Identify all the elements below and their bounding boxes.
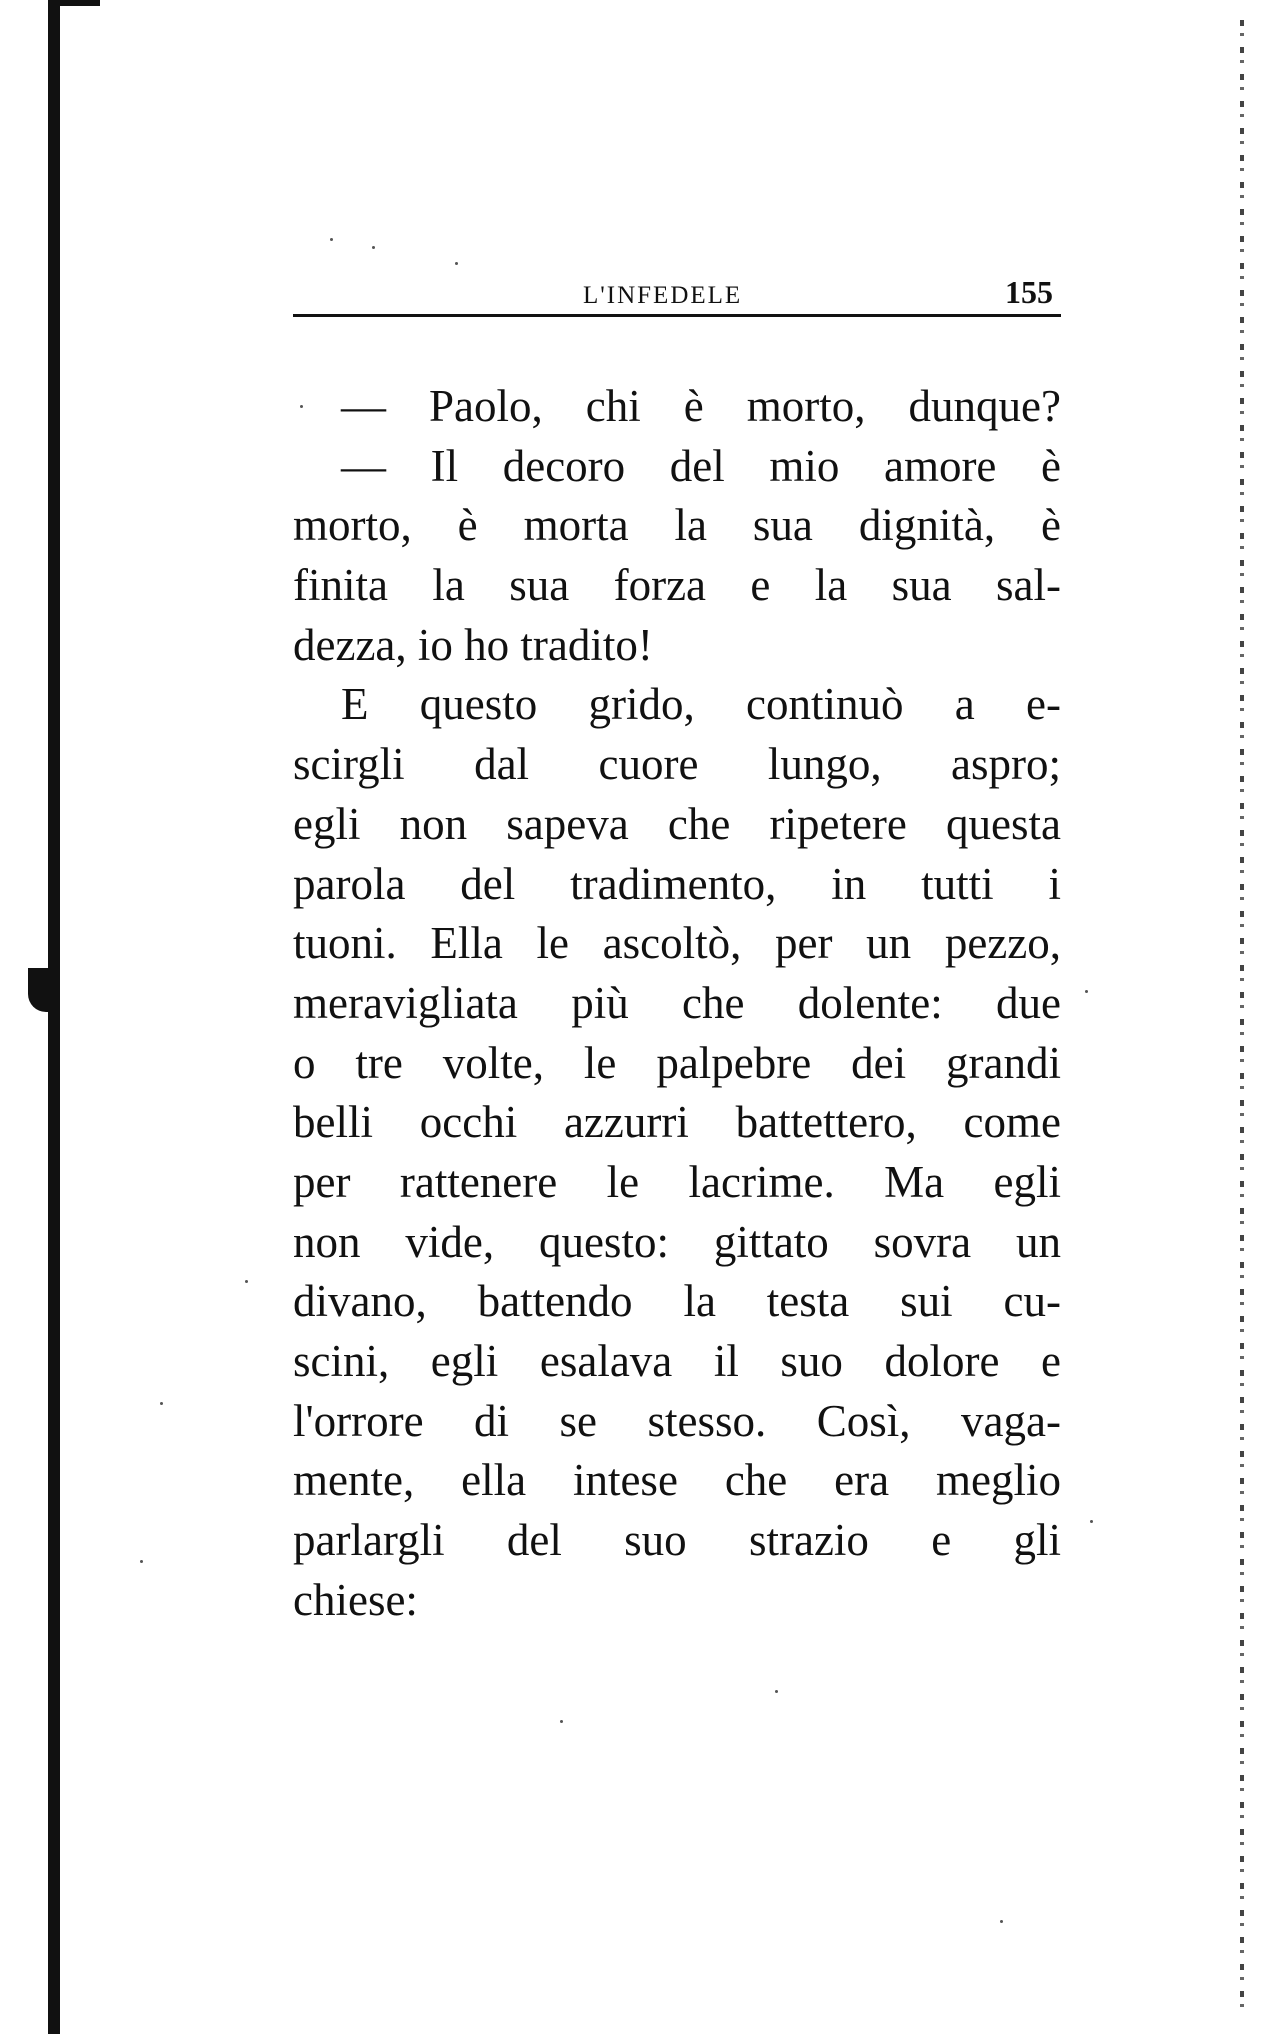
text-line: — Paolo, chi è morto, dunque? <box>341 381 1061 431</box>
text-line: mente, ella intese che era meglio <box>293 1455 1061 1506</box>
text-line: o tre volte, le palpebre dei grandi <box>293 1037 1061 1088</box>
print-speck <box>372 246 375 249</box>
body-text <box>293 377 1061 1630</box>
page-number: 155 <box>1005 274 1053 310</box>
text-line: scini, egli esalava il suo dolore e <box>293 1336 1061 1386</box>
text-line: morto, è morta la sua dignità, è <box>293 500 1061 551</box>
text-line: meravigliata più che dolente: due <box>293 977 1061 1028</box>
print-speck <box>455 262 458 265</box>
text-line: finita la sua forza e la sua sal- <box>293 560 1061 611</box>
print-speck <box>140 1560 143 1563</box>
print-speck <box>245 1280 248 1283</box>
text-line: tuoni. Ella le ascoltò, per un pezzo, <box>293 918 1061 969</box>
running-header <box>293 268 1061 317</box>
text-line: per rattenere le lacrime. Ma egli <box>293 1156 1061 1207</box>
text-line: chiese: <box>293 1574 418 1625</box>
print-speck <box>330 238 333 241</box>
text-line: E questo grido, continuò a e- <box>341 679 1061 730</box>
text-line: parlargli del suo strazio e gli <box>293 1515 1061 1566</box>
text-line: l'orrore di se stesso. Così, vaga- <box>293 1395 1061 1446</box>
print-speck <box>1090 1520 1093 1523</box>
text-line: — Il decoro del mio amore è <box>341 440 1061 491</box>
text-line: parola del tradimento, in tutti i <box>293 858 1061 909</box>
text-line: egli non sapeva che ripetere questa <box>293 798 1061 849</box>
text-line: dezza, io ho tradito! <box>293 619 653 670</box>
text-line: non vide, questo: gittato sovra un <box>293 1216 1061 1267</box>
book-page <box>293 268 1061 1768</box>
text-line: divano, battendo la testa sui cu- <box>293 1276 1061 1327</box>
binding-edge-notch <box>28 968 52 1012</box>
text-line: scirgli dal cuore lungo, aspro; <box>293 739 1061 790</box>
binding-edge-top <box>48 0 100 6</box>
print-speck <box>1085 990 1088 993</box>
page-binding-edge <box>48 0 60 2034</box>
running-title: L'INFEDELE <box>583 282 743 309</box>
text-line: belli occhi azzurri battettero, come <box>293 1097 1061 1148</box>
print-speck <box>160 1402 163 1405</box>
print-speck <box>1000 1920 1003 1923</box>
page-right-edge-shadow <box>1240 20 1244 2010</box>
